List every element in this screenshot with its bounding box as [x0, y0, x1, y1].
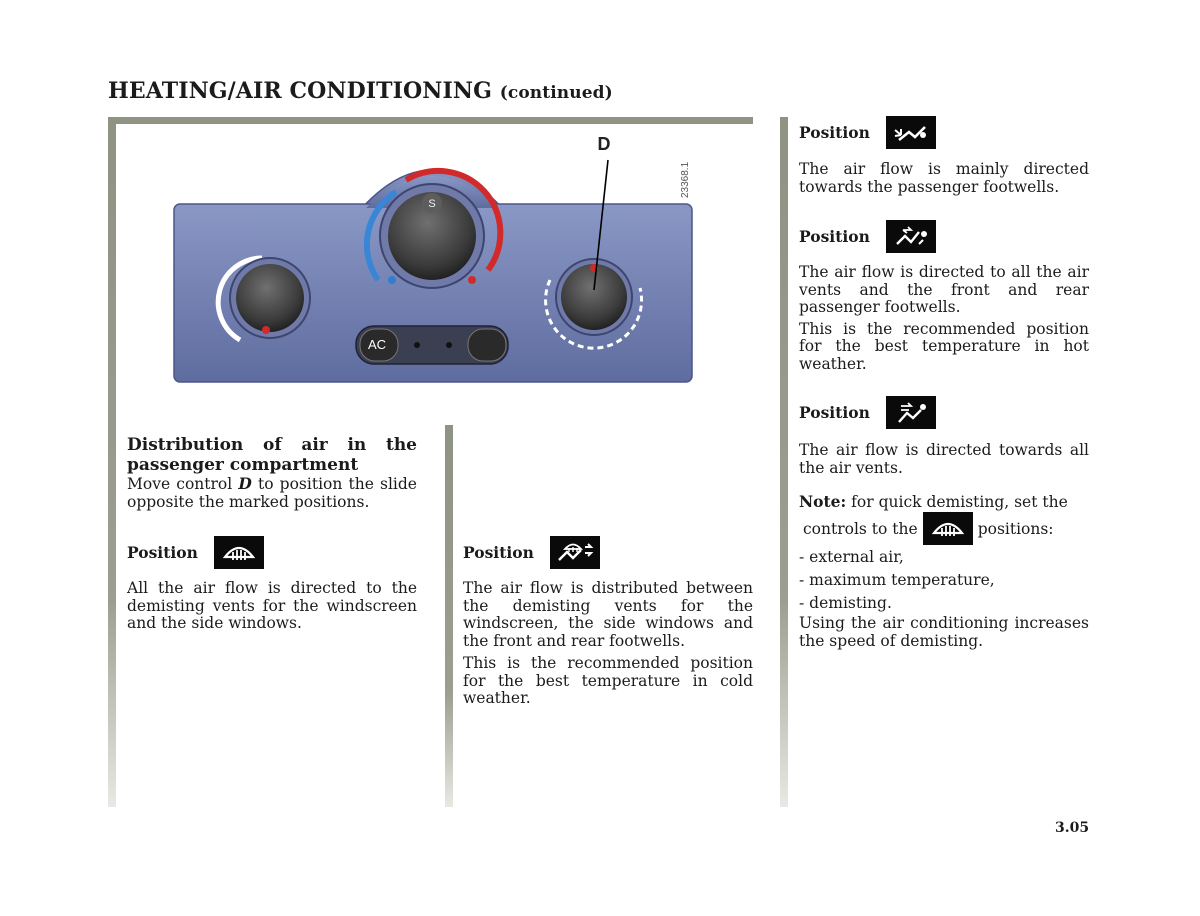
col3-pos2-text-1: The air flow is directed to all the air vents and the front and rear passenger footwells.	[799, 263, 1089, 316]
demisting-list	[799, 546, 1089, 615]
controls-line	[803, 512, 1054, 545]
note-text: for quick demisting, set the	[846, 493, 1068, 511]
position-label: Position	[799, 227, 870, 246]
note-paragraph	[799, 493, 1089, 512]
demist-footwell-icon	[550, 536, 600, 569]
col3-position-3-text: The air flow is directed towards all the air vents.	[799, 441, 1089, 477]
col3-position-1-text: The air flow is mainly directed towards the passenger footwells.	[799, 160, 1089, 196]
position-label: Position	[799, 123, 870, 142]
column-2-text	[463, 580, 753, 708]
intro-text	[127, 475, 417, 511]
section-heading: Distribution of air in the passenger compartment	[127, 435, 417, 475]
figure-ref-code: 23368.1	[680, 161, 691, 198]
controls-after: positions:	[977, 519, 1054, 538]
closing-text: Using the air conditioning increases the speed of demisting.	[799, 614, 1089, 650]
col3-position-1-row	[799, 116, 936, 149]
heater-control-panel-figure	[170, 130, 700, 390]
column-divider-middle	[445, 425, 453, 807]
intro-after: to position the slide opposite the marked positions.	[127, 475, 417, 511]
col3-position-3-row	[799, 396, 936, 429]
windscreen-demist-icon	[214, 536, 264, 569]
position-label: Position	[799, 403, 870, 422]
page-title	[108, 78, 613, 104]
controls-before: controls to the	[803, 519, 918, 538]
col3-position-2-text	[799, 264, 1089, 373]
col3-pos2-text-2: This is the recommended position for the best temperature in hot weather.	[799, 319, 1089, 373]
title-continued: (continued)	[499, 83, 613, 103]
title-main: HEATING/AIR CONDITIONING	[108, 78, 492, 104]
footwell-icon	[886, 116, 936, 149]
page-number: 3.05	[1055, 820, 1090, 836]
column-divider-left	[108, 117, 116, 807]
col2-text-2: This is the recommended position for the best temperature in cold weather.	[463, 654, 753, 707]
callout-d: D	[597, 134, 611, 154]
ac-button-label: AC	[367, 337, 387, 352]
list-item: - external air,	[799, 548, 904, 566]
position-label: Position	[127, 543, 198, 562]
col1-position-text: All the air flow is directed to the demisting vents for the windscreen and the side windows.	[127, 579, 417, 632]
intro-control: D	[238, 474, 252, 493]
vents-footwell-icon	[886, 220, 936, 253]
col1-position-row	[127, 536, 264, 569]
column-divider-right	[780, 117, 788, 807]
list-item: - demisting.	[799, 594, 892, 612]
figure-top-rule	[108, 117, 753, 124]
fan-mark-s: S	[428, 198, 436, 210]
list-item: - maximum temperature,	[799, 571, 995, 589]
col3-position-2-row	[799, 220, 936, 253]
note-label: Note:	[799, 492, 847, 511]
position-label: Position	[463, 543, 534, 562]
col2-text-1: The air flow is distributed between the demisting vents for the windscreen, the side windows and the front and rear footwells.	[463, 579, 753, 650]
face-vents-icon	[886, 396, 936, 429]
intro-before: Move control	[127, 475, 239, 493]
windscreen-demist-icon	[923, 512, 973, 545]
col2-position-row	[463, 536, 600, 569]
column-1	[127, 435, 417, 511]
